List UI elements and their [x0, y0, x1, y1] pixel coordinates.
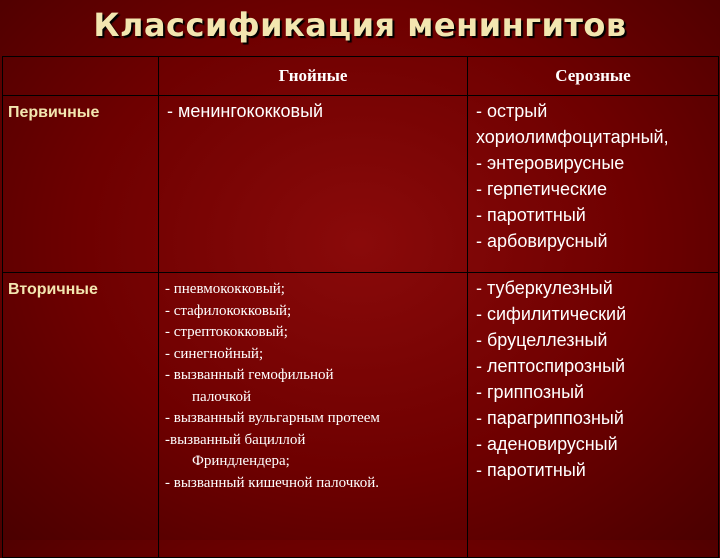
list-item: - пневмококковый;: [165, 281, 285, 297]
list-item: - арбовирусный: [476, 231, 608, 251]
header-row: [3, 57, 719, 96]
list-item: - стафилококковый;: [165, 302, 292, 319]
cell-primary-serous: [468, 96, 719, 273]
classification-table: [2, 56, 719, 558]
list-item: - паротитный: [476, 460, 586, 480]
slide-title: Классификация менингитов: [93, 6, 627, 44]
list-item: - менингококковый: [167, 101, 324, 121]
list-item: - вызванный вульгарным протеем: [165, 410, 380, 426]
row-label-primary: Первичные: [3, 96, 159, 273]
list-item: -вызванный бациллой: [165, 431, 306, 448]
table-row-secondary: [3, 273, 719, 558]
table-row-primary: [3, 96, 719, 273]
list-item: - гриппозный: [476, 382, 585, 402]
list-item: - аденовирусный: [476, 434, 618, 454]
header-cell-empty: [3, 57, 159, 96]
continuation-text: палочкой: [192, 388, 252, 405]
continuation-text: Фриндлендера;: [192, 453, 290, 469]
list-item: - герпетические: [476, 179, 607, 199]
cell-primary-purulent: [159, 96, 468, 273]
list-item: - энтеровирусные: [476, 153, 625, 173]
list-item: - парагриппозный: [476, 408, 624, 428]
cell-secondary-purulent: [159, 273, 468, 558]
list-item: - сифилитический: [476, 304, 627, 324]
list-item: - паротитный: [476, 205, 586, 225]
row-label-secondary: Вторичные: [3, 273, 159, 558]
header-cell-serous: Серозные: [468, 57, 719, 96]
list-item: - синегнойный;: [165, 345, 264, 362]
cell-secondary-serous: [468, 273, 719, 558]
list-item: - бруцеллезный: [476, 330, 608, 350]
list-item: - туберкулезный: [476, 278, 613, 298]
list-item: - вызванный гемофильной: [165, 367, 334, 383]
list-item: - вызванный кишечной палочкой.: [165, 474, 380, 491]
list-item: - лептоспирозный: [476, 356, 626, 376]
header-cell-purulent: Гнойные: [159, 57, 468, 96]
list-item: - стрептококковый;: [165, 324, 288, 340]
list-item-continuation: [165, 451, 463, 473]
list-item: - острый: [476, 101, 548, 121]
list-item-continuation: [165, 387, 463, 409]
list-item: хориолимфоцитарный,: [476, 127, 669, 147]
